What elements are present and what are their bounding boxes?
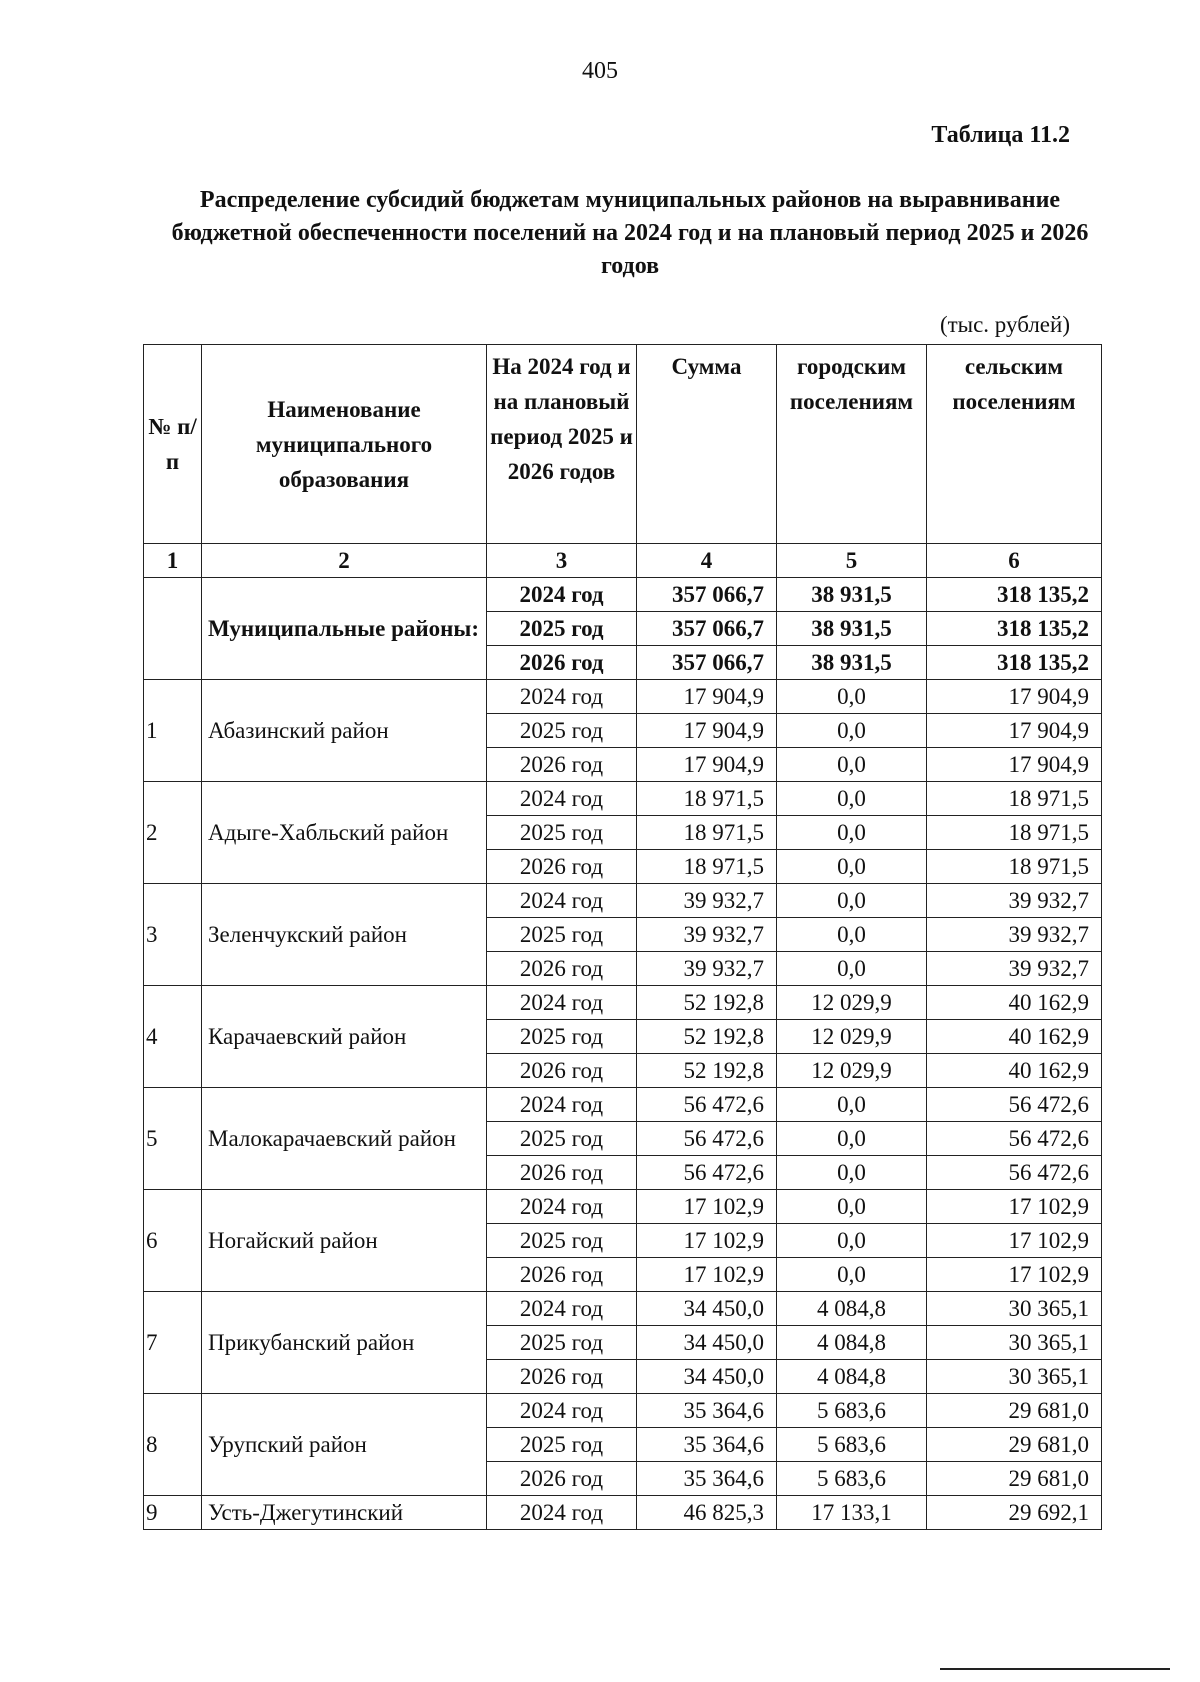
header-sum: Сумма [637, 345, 777, 544]
rural-cell: 40 162,9 [927, 986, 1102, 1020]
rural-cell: 56 472,6 [927, 1122, 1102, 1156]
year-cell: 2024 год [487, 1190, 637, 1224]
sum-cell: 35 364,6 [637, 1394, 777, 1428]
rural-cell: 40 162,9 [927, 1054, 1102, 1088]
table-row [144, 1292, 1102, 1326]
header-rural: сельским поселениям [927, 345, 1102, 544]
column-number: 6 [927, 544, 1102, 578]
sum-cell: 52 192,8 [637, 986, 777, 1020]
year-cell: 2024 год [487, 1292, 637, 1326]
rural-cell: 318 135,2 [927, 612, 1102, 646]
sum-cell: 46 825,3 [637, 1496, 777, 1530]
header-number: № п/п [144, 345, 202, 544]
sum-cell: 52 192,8 [637, 1020, 777, 1054]
table-label: Таблица 11.2 [931, 122, 1070, 148]
year-cell: 2026 год [487, 748, 637, 782]
rural-cell: 39 932,7 [927, 952, 1102, 986]
column-number: 2 [202, 544, 487, 578]
urban-cell: 0,0 [777, 1224, 927, 1258]
sum-cell: 34 450,0 [637, 1292, 777, 1326]
units-note: (тыс. рублей) [939, 312, 1070, 337]
rural-cell: 39 932,7 [927, 918, 1102, 952]
sum-cell: 34 450,0 [637, 1360, 777, 1394]
year-cell: 2024 год [487, 782, 637, 816]
rural-cell: 30 365,1 [927, 1326, 1102, 1360]
urban-cell: 17 133,1 [777, 1496, 927, 1530]
row-number: 5 [144, 1088, 202, 1190]
urban-cell: 4 084,8 [777, 1326, 927, 1360]
urban-cell: 5 683,6 [777, 1394, 927, 1428]
sum-cell: 35 364,6 [637, 1428, 777, 1462]
sum-cell: 18 971,5 [637, 782, 777, 816]
urban-cell: 0,0 [777, 748, 927, 782]
rural-cell: 30 365,1 [927, 1292, 1102, 1326]
rural-cell: 17 904,9 [927, 748, 1102, 782]
year-cell: 2024 год [487, 986, 637, 1020]
table-row [144, 680, 1102, 714]
district-name: Адыге-Хабльский район [202, 782, 487, 884]
year-cell: 2025 год [487, 1122, 637, 1156]
table-row [144, 986, 1102, 1020]
urban-cell: 38 931,5 [777, 578, 927, 612]
rural-cell: 29 681,0 [927, 1394, 1102, 1428]
document-title: Распределение субсидий бюджетам муниципальных районов на выравнивание бюджетной обеспеченности поселений на 2024 год и на плановый период 2025 и 2026 годов [171, 187, 1089, 279]
sum-cell: 17 904,9 [637, 680, 777, 714]
sum-cell: 18 971,5 [637, 816, 777, 850]
rural-cell: 17 904,9 [927, 714, 1102, 748]
urban-cell: 5 683,6 [777, 1462, 927, 1496]
table-row [144, 1190, 1102, 1224]
row-number: 6 [144, 1190, 202, 1292]
district-name: Урупский район [202, 1394, 487, 1496]
rural-cell: 18 971,5 [927, 816, 1102, 850]
sum-cell: 17 102,9 [637, 1258, 777, 1292]
column-number: 5 [777, 544, 927, 578]
rural-cell: 29 681,0 [927, 1462, 1102, 1496]
urban-cell: 0,0 [777, 1156, 927, 1190]
district-name: Ногайский район [202, 1190, 487, 1292]
year-cell: 2025 год [487, 1224, 637, 1258]
rural-cell: 318 135,2 [927, 646, 1102, 680]
year-cell: 2025 год [487, 1020, 637, 1054]
sum-cell: 18 971,5 [637, 850, 777, 884]
header-urban: городским поселениям [777, 345, 927, 544]
rural-cell: 17 102,9 [927, 1224, 1102, 1258]
year-cell: 2025 год [487, 612, 637, 646]
footer-rule [940, 1668, 1170, 1670]
sum-cell: 56 472,6 [637, 1122, 777, 1156]
year-cell: 2026 год [487, 1156, 637, 1190]
urban-cell: 5 683,6 [777, 1428, 927, 1462]
sum-cell: 35 364,6 [637, 1462, 777, 1496]
sum-cell: 56 472,6 [637, 1156, 777, 1190]
urban-cell: 0,0 [777, 1258, 927, 1292]
urban-cell: 0,0 [777, 816, 927, 850]
header-period: На 2024 год и на плановый период 2025 и 2026 годов [487, 345, 637, 544]
urban-cell: 0,0 [777, 850, 927, 884]
year-cell: 2024 год [487, 578, 637, 612]
sum-cell: 39 932,7 [637, 884, 777, 918]
urban-cell: 0,0 [777, 884, 927, 918]
sum-cell: 17 904,9 [637, 714, 777, 748]
rural-cell: 17 904,9 [927, 680, 1102, 714]
rural-cell: 318 135,2 [927, 578, 1102, 612]
rural-cell: 18 971,5 [927, 850, 1102, 884]
table-row [144, 884, 1102, 918]
rural-cell: 17 102,9 [927, 1190, 1102, 1224]
year-cell: 2024 год [487, 1496, 637, 1530]
year-cell: 2025 год [487, 816, 637, 850]
rural-cell: 29 681,0 [927, 1428, 1102, 1462]
year-cell: 2024 год [487, 1394, 637, 1428]
year-cell: 2026 год [487, 1054, 637, 1088]
row-number: 3 [144, 884, 202, 986]
year-cell: 2025 год [487, 918, 637, 952]
page-number: 405 [582, 58, 618, 84]
row-number [144, 578, 202, 680]
sum-cell: 357 066,7 [637, 646, 777, 680]
urban-cell: 0,0 [777, 782, 927, 816]
table-row [144, 1496, 1102, 1530]
district-name: Зеленчукский район [202, 884, 487, 986]
district-name: Усть-Джегутинский [202, 1496, 487, 1530]
table-row [144, 782, 1102, 816]
column-number-row [144, 544, 1102, 578]
year-cell: 2025 год [487, 1326, 637, 1360]
rural-cell: 18 971,5 [927, 782, 1102, 816]
column-number: 1 [144, 544, 202, 578]
sum-cell: 52 192,8 [637, 1054, 777, 1088]
sum-cell: 56 472,6 [637, 1088, 777, 1122]
urban-cell: 38 931,5 [777, 612, 927, 646]
sum-cell: 17 102,9 [637, 1190, 777, 1224]
year-cell: 2025 год [487, 714, 637, 748]
sum-cell: 357 066,7 [637, 578, 777, 612]
year-cell: 2024 год [487, 680, 637, 714]
column-number: 4 [637, 544, 777, 578]
urban-cell: 0,0 [777, 1190, 927, 1224]
rural-cell: 40 162,9 [927, 1020, 1102, 1054]
urban-cell: 0,0 [777, 1088, 927, 1122]
subsidy-table [143, 344, 1102, 1530]
rural-cell: 29 692,1 [927, 1496, 1102, 1530]
year-cell: 2024 год [487, 884, 637, 918]
sum-cell: 39 932,7 [637, 918, 777, 952]
sum-cell: 39 932,7 [637, 952, 777, 986]
rural-cell: 56 472,6 [927, 1088, 1102, 1122]
urban-cell: 0,0 [777, 680, 927, 714]
year-cell: 2024 год [487, 1088, 637, 1122]
year-cell: 2026 год [487, 952, 637, 986]
district-name: Прикубанский район [202, 1292, 487, 1394]
urban-cell: 4 084,8 [777, 1292, 927, 1326]
urban-cell: 0,0 [777, 952, 927, 986]
table-row [144, 1394, 1102, 1428]
district-name: Абазинский район [202, 680, 487, 782]
header-name: Наименование муниципального образования [202, 345, 487, 544]
table-row [144, 1088, 1102, 1122]
rural-cell: 56 472,6 [927, 1156, 1102, 1190]
header-row [144, 345, 1102, 544]
urban-cell: 38 931,5 [777, 646, 927, 680]
sum-cell: 17 904,9 [637, 748, 777, 782]
row-number: 1 [144, 680, 202, 782]
year-cell: 2025 год [487, 1428, 637, 1462]
urban-cell: 12 029,9 [777, 986, 927, 1020]
rural-cell: 39 932,7 [927, 884, 1102, 918]
district-name: Карачаевский район [202, 986, 487, 1088]
urban-cell: 4 084,8 [777, 1360, 927, 1394]
urban-cell: 12 029,9 [777, 1054, 927, 1088]
rural-cell: 30 365,1 [927, 1360, 1102, 1394]
row-number: 7 [144, 1292, 202, 1394]
sum-cell: 17 102,9 [637, 1224, 777, 1258]
urban-cell: 12 029,9 [777, 1020, 927, 1054]
sum-cell: 357 066,7 [637, 612, 777, 646]
rural-cell: 17 102,9 [927, 1258, 1102, 1292]
year-cell: 2026 год [487, 1360, 637, 1394]
column-number: 3 [487, 544, 637, 578]
sum-cell: 34 450,0 [637, 1326, 777, 1360]
row-number: 8 [144, 1394, 202, 1496]
urban-cell: 0,0 [777, 918, 927, 952]
year-cell: 2026 год [487, 1258, 637, 1292]
urban-cell: 0,0 [777, 714, 927, 748]
row-number: 2 [144, 782, 202, 884]
total-row [144, 578, 1102, 612]
year-cell: 2026 год [487, 1462, 637, 1496]
row-number: 4 [144, 986, 202, 1088]
district-name: Муниципальные районы: [202, 578, 487, 680]
district-name: Малокарачаевский район [202, 1088, 487, 1190]
year-cell: 2026 год [487, 850, 637, 884]
urban-cell: 0,0 [777, 1122, 927, 1156]
row-number: 9 [144, 1496, 202, 1530]
year-cell: 2026 год [487, 646, 637, 680]
